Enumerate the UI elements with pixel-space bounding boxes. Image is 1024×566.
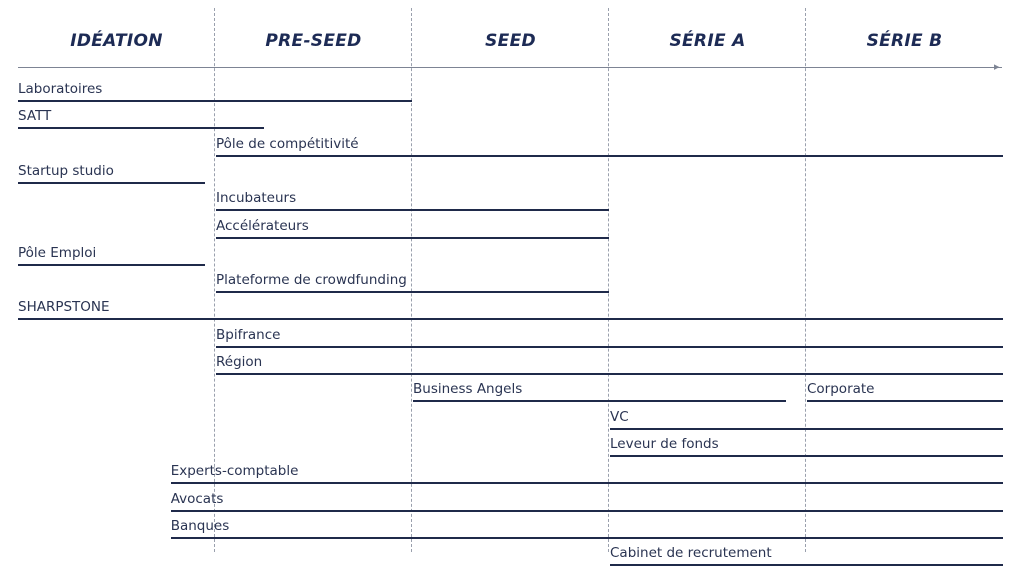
- actor-label: Pôle de compétitivité: [216, 135, 359, 152]
- actor-label: Plateforme de crowdfunding: [216, 272, 407, 289]
- actor-bar: [216, 373, 1003, 375]
- phase-header-1: PRE-SEED: [265, 31, 362, 51]
- phase-divider: [608, 8, 609, 552]
- actor-label: Leveur de fonds: [610, 435, 719, 452]
- actor-bar: [610, 455, 1003, 457]
- actor-label: Experts-comptable: [170, 463, 299, 480]
- actor-label: Cabinet de recrutement: [610, 545, 772, 562]
- actor-label: Accélérateurs: [216, 217, 309, 234]
- phase-header-2: SEED: [485, 31, 536, 51]
- actor-label: Incubateurs: [216, 190, 297, 207]
- actor-bar: [171, 537, 1003, 539]
- actor-label: Région: [216, 354, 263, 370]
- actor-label: Corporate: [807, 381, 875, 398]
- actor-bar: [18, 182, 205, 184]
- phase-header-4: SÉRIE B: [866, 31, 943, 51]
- actor-bar: [18, 100, 412, 102]
- actor-label: Laboratoires: [18, 81, 103, 97]
- actor-bar: [413, 400, 786, 402]
- actor-label: Avocats: [170, 490, 224, 507]
- actor-label: SHARPSTONE: [18, 299, 110, 316]
- actor-bar: [18, 127, 264, 129]
- actor-label: Pôle Emploi: [18, 244, 97, 261]
- actor-label: Banques: [170, 517, 230, 534]
- axis-arrow-icon: ▸: [994, 60, 1000, 73]
- actor-label: Startup studio: [18, 162, 114, 179]
- actor-bar: [807, 400, 1003, 402]
- actor-bar: [216, 209, 609, 211]
- actor-label: Business Angels: [413, 381, 523, 398]
- actor-label: VC: [610, 408, 629, 425]
- phase-header-3: SÉRIE A: [669, 31, 746, 51]
- actor-label: Bpifrance: [216, 326, 281, 343]
- actor-bar: [171, 482, 1003, 484]
- actor-bar: [216, 291, 609, 293]
- actor-bar: [216, 155, 1003, 157]
- timeline-axis: [18, 67, 1002, 68]
- actor-bar: [610, 428, 1003, 430]
- actor-bar: [18, 264, 205, 266]
- actor-label: SATT: [18, 108, 52, 125]
- actor-bar: [216, 346, 1003, 348]
- actor-bar: [216, 237, 609, 239]
- phase-divider: [411, 8, 412, 552]
- actor-bar: [171, 510, 1003, 512]
- actor-bar: [18, 318, 1003, 320]
- phase-header-0: IDÉATION: [70, 31, 163, 51]
- phase-divider: [805, 8, 806, 552]
